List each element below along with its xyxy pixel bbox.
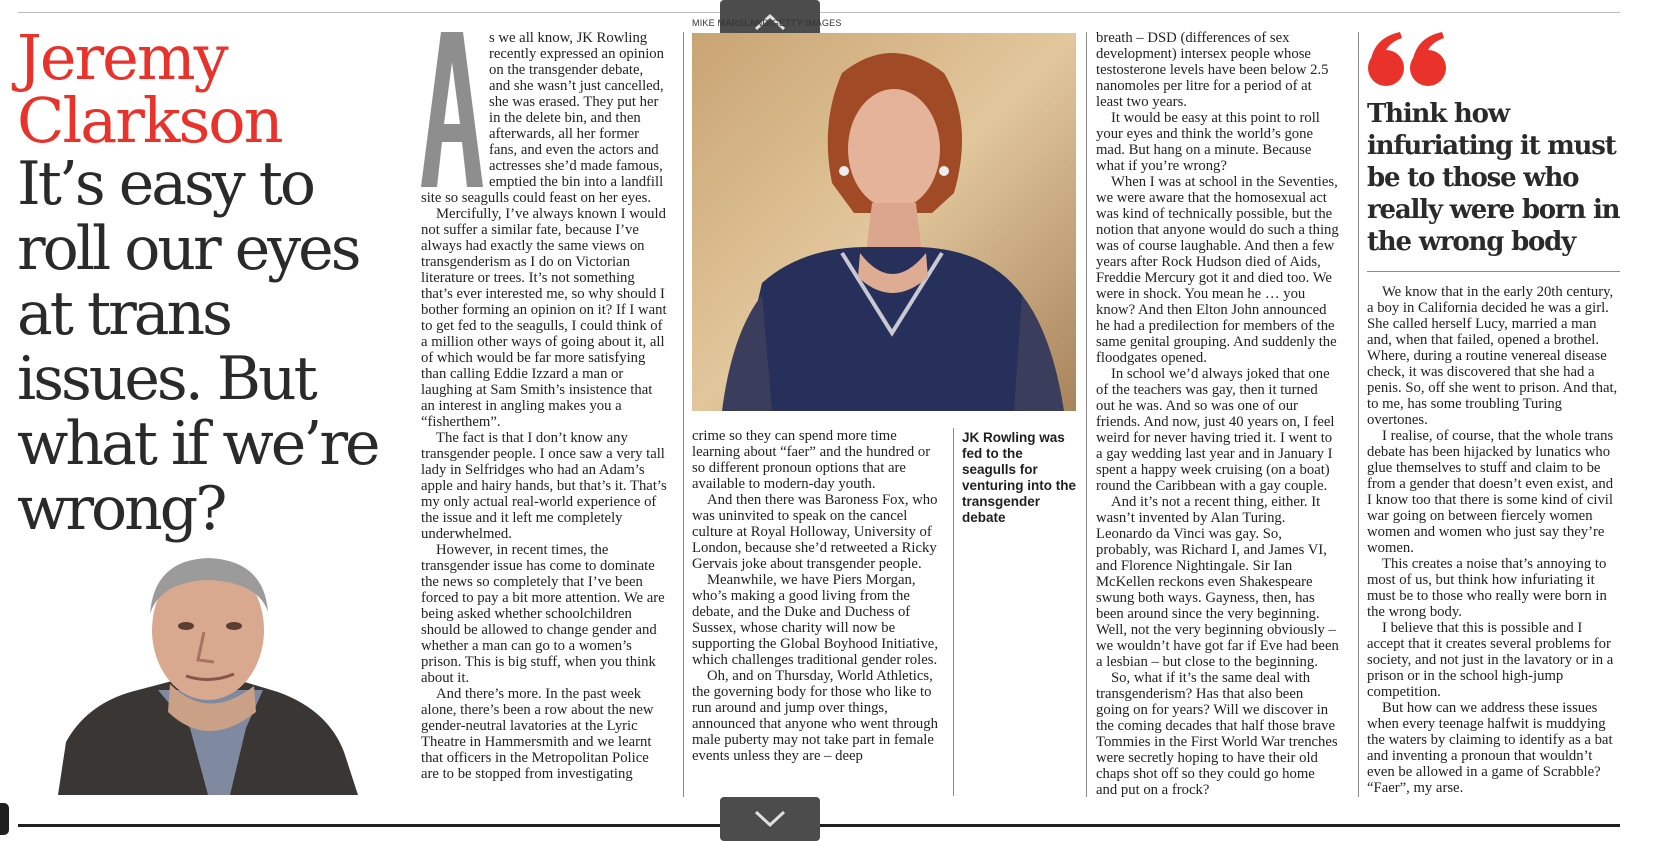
article-column-4	[1367, 284, 1620, 796]
paragraph: Mercifully, I’ve always known I would not suffer a similar fate, because I’ve always had exactly the same views on transgenderism as I do on Victorian literature or trees. It’s not something that’s ever interested me, so why should I bother forming an opinion on it? If I want to get fed to the seagulls, I could think of a million other ways of going about it, all of which would be far more satisfying than calling Eddie Izzard a man or laughing at Sam Smith’s insistence that an interest in angling makes you a “fisherthem”.	[421, 206, 667, 430]
paragraph: s we all know, JK Rowling recently expressed an opinion on the transgender debate, and she wasn’t just cancelled, she was erased. They put her in the delete bin, and then afterwards, all her former fans, and even the actors and actresses she’d made famous, emptied the bin into a landfill site so seagulls could feast on her eyes.	[421, 30, 664, 206]
paragraph: The fact is that I don’t know any transgender people. I once saw a very tall lady in Selfridges who had an Adam’s apple and hairy hands, but that’s it. That’s my only actual real-world experience of the issue and it left me completely underwhelmed.	[421, 430, 667, 542]
chevron-down-icon	[751, 808, 789, 830]
article-column-3	[1096, 30, 1339, 798]
paragraph: When I was at school in the Seventies, we were aware that the homosexual act was kind of technically possible, but the notion that anyone would do such a thing was of course laughable. And then a few years after Rock Hudson died of Aids, Freddie Mercury got it and died too. We were in shock. You mean he … you know? And then Elton John announced he had a predilection for members of the same genital grouping. And suddenly the floodgates opened.	[1096, 174, 1339, 366]
paragraph: Meanwhile, we have Piers Morgan, who’s making a good living from the debate, and the Duke and Duchess of Sussex, whose charity will now be supporting the Global Boyhood Initiative, which challenges traditional gender roles.	[692, 572, 938, 668]
column-divider	[1086, 32, 1087, 797]
page-edge-marker	[0, 803, 9, 835]
quote-mark-icon	[1366, 32, 1450, 88]
paragraph: But how can we address these issues when every teenage halfwit is muddying the waters by claiming to identify as a bat and inventing a pronoun that wouldn’t even be allowed in a game of Scrabble? “Faer”, my arse.	[1367, 700, 1613, 796]
author-portrait	[58, 552, 358, 795]
photo-caption: JK Rowling was fed to the seagulls for venturing into the transgender debate	[962, 430, 1076, 525]
article-column-1	[421, 30, 667, 782]
paragraph: And then there was Baroness Fox, who was uninvited to speak on the cancel culture at Royal Holloway, University of London, because she’d retweeted a Ricky Gervais joke about transgender people.	[692, 492, 938, 572]
paragraph: Oh, and on Thursday, World Athletics, the governing body for those who like to run around and jump over things, announced that anyone who went through male puberty may not take part in female events unless they are – deep	[692, 668, 938, 764]
pull-quote: Think how infuriating it must be to those who really were born in the wrong body	[1367, 99, 1620, 257]
caption-divider	[953, 428, 954, 796]
scroll-down-button[interactable]	[720, 797, 820, 841]
paragraph: I realise, of course, that the whole trans debate has been hijacked by lunatics who glue themselves to stuff and claim to be from a gender that doesn’t even exist, and I know too that there is some kind of civil war going on between fiercely women women and women who just say they’re women.	[1367, 428, 1614, 556]
paragraph: We know that in the early 20th century, a boy in California decided he was a girl. She called herself Lucy, married a man and, when that failed, opened a brothel. Where, during a routine venereal disease check, it was discovered that she had a penis. So, off she went to prison. And that, to me, has some troubling Turing overtones.	[1367, 284, 1618, 428]
paragraph: This creates a noise that’s annoying to most of us, but think how infuriating it must be to those who really were born in the wrong body.	[1367, 556, 1607, 620]
photo-credit: MIKE MARSLAND/GETTY IMAGES	[692, 18, 842, 28]
column-divider	[683, 32, 684, 797]
paragraph: breath – DSD (differences of sex development) intersex people whose testosterone levels have been below 2.5 nanomoles per litre for a period of at least two years.	[1096, 30, 1329, 110]
paragraph: So, what if it’s the same deal with transgenderism? Has that also been going on for years? Will we discover in the coming decades that half those brave Tommies in the First World War trenches were secretly hoping to have their old chaps shot off so they could go home and put on a frock?	[1096, 670, 1338, 798]
article-column-2	[692, 428, 944, 764]
paragraph: crime so they can spend more time learning about “faer” and the hundred or so different pronoun options that are available to modern-day youth.	[692, 428, 931, 492]
article-photo	[692, 33, 1076, 411]
drop-cap	[421, 32, 483, 187]
paragraph: I believe that this is possible and I accept that it creates several problems for society, and not just in the lavatory or in a prison or in the school high-jump competition.	[1367, 620, 1614, 700]
byline-last-name: Clarkson	[17, 84, 282, 157]
paragraph: In school we’d always joked that one of the teachers was gay, then it turned out he was. And so was one of our friends. And now, just 40 years on, I feel weird for never having tried it. I went to a gay wedding last year and in January I spent a happy week cruising (on a boat) round the Caribbean with a gay couple.	[1096, 366, 1335, 494]
headline: It’s easy to roll our eyes at trans issues. But what if we’re wrong?	[17, 149, 378, 544]
column-divider	[1358, 32, 1359, 797]
byline	[17, 21, 417, 157]
paragraph: However, in recent times, the transgender issue has come to dominate the news so completely that I’ve been forced to pay a bit more attention. We are being asked whether schoolchildren should be allowed to change gender and whether a man can go to a women’s prison. This is big stuff, when you think about it.	[421, 542, 665, 686]
pull-quote-rule	[1367, 271, 1620, 272]
paragraph: It would be easy at this point to roll your eyes and think the world’s gone mad. But hang on a minute. Because what if you’re wrong?	[1096, 110, 1320, 174]
paragraph: And it’s not a recent thing, either. It wasn’t invented by Alan Turing. Leonardo da Vinci was gay. So, probably, was Richard I, and James VI, and Florence Nightingale. Sir Ian McKellen reckons even Shakespeare swung both ways. Gayness, then, has been around since the very beginning. Well, not the very beginning obviously – we wouldn’t have got far if Eve had been a lesbian – but close to the beginning.	[1096, 494, 1339, 670]
byline-first-name: Jeremy	[17, 21, 227, 94]
paragraph: And there’s more. In the past week alone, there’s been a row about the new gender-neutral lavatories at the Lyric Theatre in Hammersmith and we learnt that officers in the Metropolitan Police are to be stopped from investigating	[421, 686, 654, 782]
